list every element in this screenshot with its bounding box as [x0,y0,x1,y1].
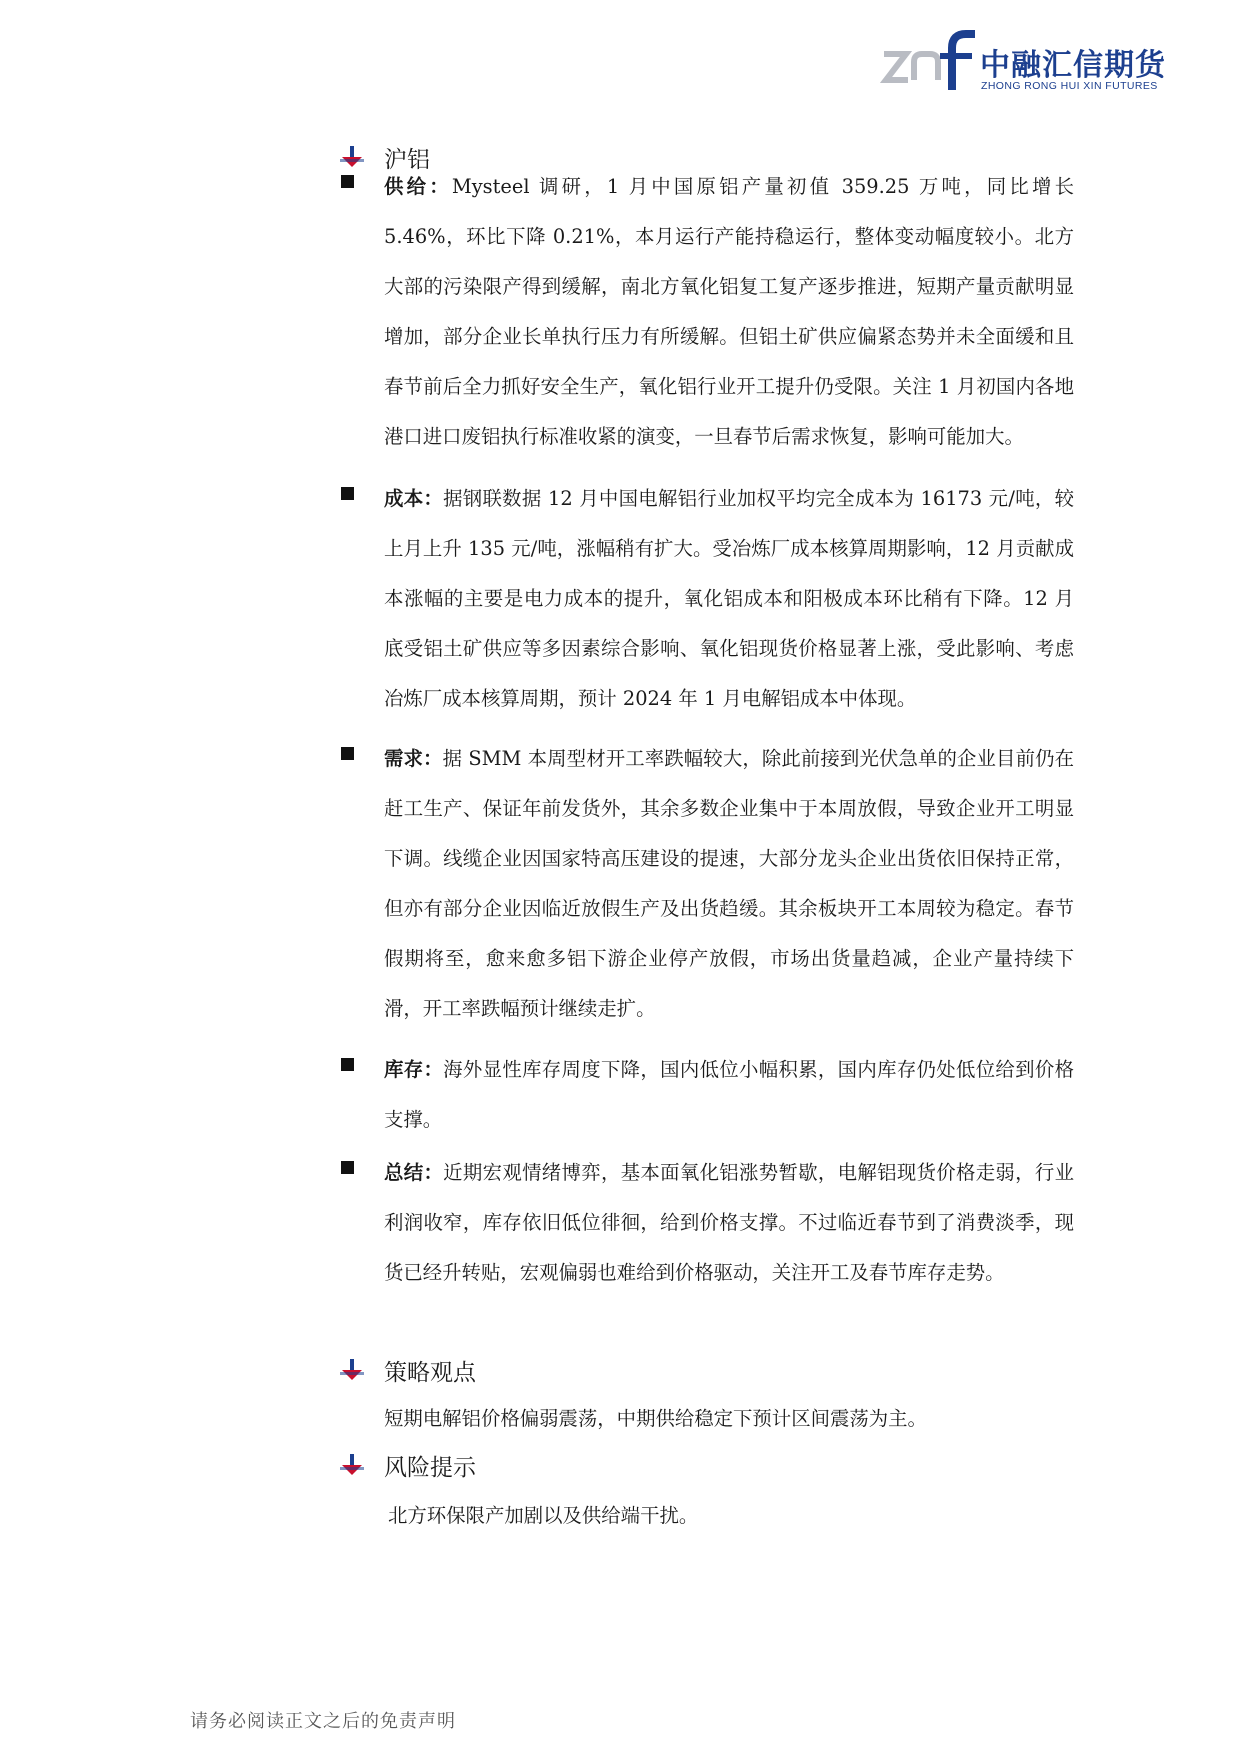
item-text: 近期宏观情绪博弈，基本面氧化铝涨势暂歇，电解铝现货价格走弱，行业利润收窄，库存依旧低位徘徊，给到价格支撑。不过临近春节到了消费淡季，现货已经升转贴，宏观偏弱也难给到价格驱动，关注开工及春节库存走势。 [384,1161,1074,1284]
company-name-cn: 中融汇信期货 [980,48,1166,83]
item-cost [384,474,1074,724]
item-supply [384,162,1074,462]
company-name-en: ZHONG RONG HUI XIN FUTURES [981,80,1158,92]
section-title: 风险提示 [384,1455,476,1481]
item-label: 总结： [384,1161,444,1184]
arrow-down-icon [340,146,364,168]
square-bullet-icon [341,1161,354,1174]
item-text: 海外显性库存周度下降，国内低位小幅积累，国内库存仍处低位给到价格支撑。 [384,1058,1074,1131]
square-bullet-icon [341,487,354,500]
square-bullet-icon [341,175,354,188]
section-heading-risk [384,1449,476,1482]
arrow-down-icon [340,1454,364,1476]
item-label: 库存： [384,1058,444,1081]
company-logo [880,22,1170,100]
strategy-text: 短期电解铝价格偏弱震荡，中期供给稳定下预计区间震荡为主。 [384,1407,927,1430]
risk-text: 北方环保限产加剧以及供给端干扰。 [388,1504,699,1527]
section-heading-strategy [384,1354,476,1387]
item-inventory [384,1045,1074,1145]
square-bullet-icon [341,747,354,760]
disclaimer-footer: 请务必阅读正文之后的免责声明 [190,1711,456,1732]
znf-logo-mark [880,26,976,92]
item-text: 据 SMM 本周型材开工率跌幅较大，除此前接到光伏急单的企业目前仍在赶工生产、保证年前发货外，其余多数企业集中于本周放假，导致企业开工明显下调。线缆企业因国家特高压建设的提速，大部分龙头企业出货依旧保持正常，但亦有部分企业因临近放假生产及出货趋缓。其余板块开工本周较为稳定。春节假期将至，愈来愈多铝下游企业停产放假，市场出货量趋减，企业产量持续下滑，开工率跌幅预计继续走扩。 [384,747,1075,1020]
section-title: 策略观点 [384,1360,476,1386]
square-bullet-icon [341,1058,354,1071]
section-title: 沪铝 [384,147,430,173]
item-label: 供给： [384,175,452,198]
item-summary [384,1148,1074,1298]
item-text: Mysteel 调研，1 月中国原铝产量初值 359.25 万吨，同比增长 5.46%，环比下降 0.21%，本月运行产能持稳运行，整体变动幅度较小。北方大部的污染限产得到缓解，南北方氧化铝复工复产逐步推进，短期产量贡献明显增加，部分企业长单执行压力有所缓解。但铝土矿供应偏紧态势并未全面缓和且春节前后全力抓好安全生产，氧化铝行业开工提升仍受限。关注 1 月初国内各地港口进口废铝执行标准收紧的演变，一旦春节后需求恢复，影响可能加大。 [384,175,1074,448]
item-label: 成本： [384,487,444,510]
item-label: 需求： [384,747,443,770]
item-text: 据钢联数据 12 月中国电解铝行业加权平均完全成本为 16173 元/吨，较上月上升 135 元/吨，涨幅稍有扩大。受冶炼厂成本核算周期影响，12 月贡献成本涨幅的主要是电力成本的提升，氧化铝成本和阳极成本环比稍有下降。12 月底受铝土矿供应等多因素综合影响、氧化铝现货价格显著上涨，受此影响、考虑冶炼厂成本核算周期，预计 2024 年 1 月电解铝成本中体现。 [384,487,1074,710]
arrow-down-icon [340,1359,364,1381]
item-demand [384,734,1074,1034]
